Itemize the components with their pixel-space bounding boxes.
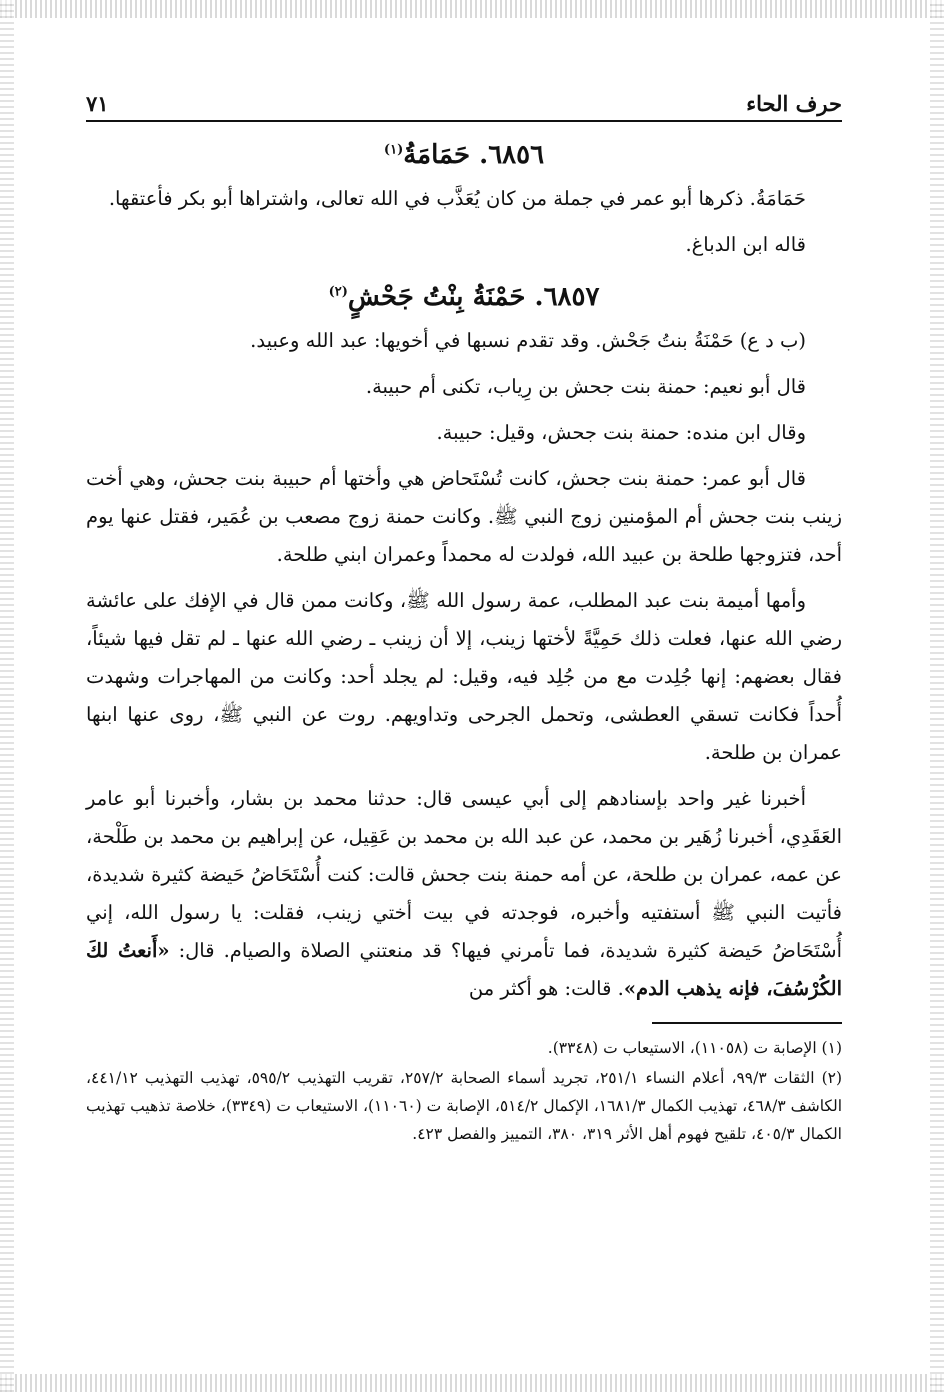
paragraph: (ب د ع) حَمْنَةُ بنتُ جَحْش. وقد تقدم نسبها في أخويها: عبد الله وعبيد.	[250, 329, 806, 352]
hadith-quote: «أَنعتُ لكَ الكُرْسُفَ، فإنه يذهب الدم»	[86, 939, 842, 1000]
footnote-1: (١) الإصابة ت (١١٠٥٨)، الاستيعاب ت (٣٣٤٨).	[547, 1039, 842, 1057]
decorative-border-bottom	[0, 1374, 944, 1392]
decorative-border-right	[930, 0, 944, 1392]
hadith-intro: أخبرنا غير واحد بإسنادهم إلى أبي عيسى قال: حدثنا محمد بن بشار، وأخبرنا أبو عامر العَقَدِي، أخبرنا زُهَير بن محمد، عن عبد الله بن محمد بن عَقِيل، عن إبراهيم بن محمد بن طَلْحة، عن عمه، عمران بن طلحة، عن أمه حمنة بنت جحش قالت: كنت أُسْتَحَاضُ حَيضة كثيرة شديدة، فأتيت النبي ﷺ أستفتيه وأخبره، فوجدته في بيت أختي زينب، فقلت: يا رسول الله، إني أُسْتَحَاضُ حَيضة كثيرة شديدة، فما تأمرني فيها؟ قد منعتني الصلاة والصيام. قال:	[86, 787, 842, 962]
book-page	[86, 80, 842, 1150]
entry-title-text: ٦٨٥٧. حَمْنَةُ بِنْتُ جَحْشٍ	[347, 282, 600, 312]
footnotes	[86, 1034, 842, 1148]
footnote-2: (٢) الثقات ٩٩/٣، أعلام النساء ٢٥١/١، تجريد أسماء الصحابة ٢٥٧/٢، تقريب التهذيب ٥٩٥/٢، تهذيب التهذيب ٤٤١/١٢، الكاشف ٤٦٨/٣، تهذيب الكمال ١٦٨١/٣، الإكمال ٥١٤/٢، الإصابة ت (١١٠٦٠)، الاستيعاب ت (٣٣٤٩)، خلاصة تذهيب تهذيب الكمال ٤٠٥/٣، تلقيح فهوم أهل الأثر ٣١٩، ٣٨٠، التمييز والفصل ٤٢٣.	[86, 1069, 843, 1143]
paragraph: حَمَامَةُ. ذكرها أبو عمر في جملة من كان يُعَذَّب في الله تعالى، واشتراها أبو بكر فأعتقها.	[108, 187, 806, 210]
footnote-ref: (٢)	[328, 284, 348, 300]
hadith-paragraph	[86, 780, 842, 1008]
page-header	[86, 80, 842, 122]
paragraph: قال أبو نعيم: حمنة بنت جحش بن رِياب، تكنى أم حبيبة.	[365, 375, 806, 398]
decorative-border-left	[0, 0, 14, 1392]
hadith-end: . قالت: هو أكثر من	[468, 977, 624, 1000]
page-number: ٧١	[86, 91, 109, 116]
footnote-ref: (١)	[383, 142, 404, 158]
chapter-title: حرف الحاء	[746, 91, 842, 116]
entry-title-6856	[86, 140, 842, 170]
paragraph: قال أبو عمر: حمنة بنت جحش، كانت تُسْتَحاض هي وأختها أم حبيبة بنت جحش، وهي أخت زينب بنت جحش أم المؤمنين زوج النبي ﷺ. وكانت حمنة زوج مصعب بن عُمَير، فقتل عنها يوم أحد، فتزوجها طلحة بن عبيد الله، فولدت له محمداً وعمران ابني طلحة.	[86, 467, 842, 566]
entry-title-6857	[86, 282, 842, 312]
paragraph: وقال ابن منده: حمنة بنت جحش، وقيل: حبيبة.	[436, 421, 806, 444]
paragraph: قاله ابن الدباغ.	[685, 233, 806, 256]
decorative-border-top	[0, 0, 944, 18]
paragraph: وأمها أميمة بنت عبد المطلب، عمة رسول الله ﷺ، وكانت ممن قال في الإفك على عائشة رضي الله عنها، فعلت ذلك حَمِيَّةً لأختها زينب، إلا أن زينب ـ رضي الله عنها ـ لم تقل فيها شيئاً، فقال بعضهم: إنها جُلِدت مع من جُلِد فيه، وقيل: لم يجلد أحد: وكانت من المهاجرات وشهدت أُحداً فكانت تسقي العطشى، وتحمل الجرحى وتداويهم. روت عن النبي ﷺ، روى عنها ابنها عمران بن طلحة.	[86, 589, 842, 764]
footnote-divider	[652, 1022, 842, 1024]
entry-title-text: ٦٨٥٦. حَمَامَةُ	[403, 140, 545, 170]
